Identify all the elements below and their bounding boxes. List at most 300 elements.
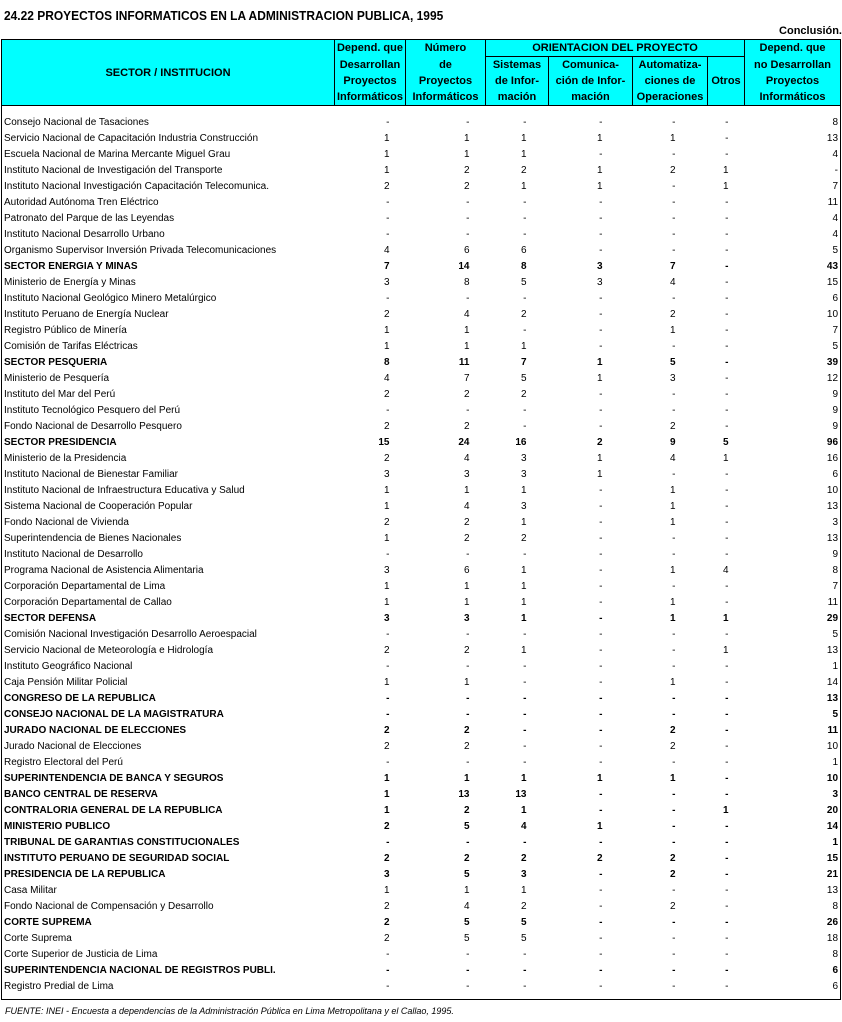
cell-sistemas-informacion: - (523, 293, 527, 304)
sector-row (2, 259, 841, 275)
cell-otros: - (725, 885, 729, 896)
cell-numero-proyectos: 6 (463, 565, 470, 576)
table-row (2, 979, 841, 995)
cell-dep-desarrollan: 1 (383, 677, 390, 688)
sector-row (2, 771, 841, 787)
cell-dep-desarrollan: - (386, 661, 390, 672)
cell-sistemas-informacion: 5 (520, 277, 527, 288)
cell-numero-proyectos: 4 (463, 309, 470, 320)
institution-name: CONGRESO DE LA REPUBLICA (4, 693, 156, 704)
cell-comunicacion-informacion: 1 (596, 373, 603, 384)
cell-dep-no-desarrollan: 8 (832, 565, 839, 576)
cell-sistemas-informacion: - (523, 421, 527, 432)
cell-numero-proyectos: 1 (463, 149, 470, 160)
cell-otros: - (725, 341, 729, 352)
cell-comunicacion-informacion: - (599, 597, 603, 608)
cell-comunicacion-informacion: 3 (596, 277, 603, 288)
cell-dep-no-desarrollan: 9 (832, 421, 839, 432)
cell-numero-proyectos: 6 (463, 245, 470, 256)
table-row (2, 115, 841, 131)
cell-automatizaciones: 2 (669, 741, 676, 752)
cell-sistemas-informacion: - (523, 213, 527, 224)
cell-comunicacion-informacion: - (599, 981, 603, 992)
cell-comunicacion-informacion: - (599, 757, 603, 768)
sector-row (2, 867, 841, 883)
table-row (2, 659, 841, 675)
data-table (1, 39, 841, 1000)
table-row (2, 451, 841, 467)
cell-comunicacion-informacion: - (599, 501, 603, 512)
cell-dep-no-desarrollan: 9 (832, 389, 839, 400)
sector-row (2, 915, 841, 931)
cell-automatizaciones: 1 (669, 485, 676, 496)
institution-name: CONTRALORIA GENERAL DE LA REPUBLICA (4, 805, 223, 816)
cell-dep-desarrollan: 1 (383, 533, 390, 544)
cell-automatizaciones: - (672, 293, 676, 304)
cell-sistemas-informacion: - (523, 757, 527, 768)
cell-otros: - (725, 485, 729, 496)
sector-row (2, 355, 841, 371)
cell-comunicacion-informacion: - (599, 901, 603, 912)
cell-automatizaciones: - (672, 981, 676, 992)
cell-comunicacion-informacion: - (599, 197, 603, 208)
cell-automatizaciones: 9 (669, 437, 676, 448)
table-row (2, 947, 841, 963)
cell-dep-desarrollan: 3 (383, 869, 390, 880)
cell-sistemas-informacion: 2 (520, 165, 527, 176)
cell-comunicacion-informacion: - (599, 629, 603, 640)
cell-otros: - (725, 725, 729, 736)
cell-sistemas-informacion: 1 (520, 517, 527, 528)
cell-comunicacion-informacion: - (599, 293, 603, 304)
institution-name: Jurado Nacional de Elecciones (4, 741, 142, 752)
cell-numero-proyectos: 2 (463, 421, 470, 432)
cell-numero-proyectos: - (466, 965, 470, 976)
cell-sistemas-informacion: 5 (520, 373, 527, 384)
cell-sistemas-informacion: - (523, 693, 527, 704)
cell-dep-no-desarrollan: 14 (826, 821, 839, 832)
cell-automatizaciones: 1 (669, 133, 676, 144)
cell-dep-desarrollan: - (386, 757, 390, 768)
table-row (2, 131, 841, 147)
institution-name: Ministerio de Pesquería (4, 373, 110, 384)
cell-automatizaciones: - (672, 149, 676, 160)
cell-comunicacion-informacion: - (599, 677, 603, 688)
cell-dep-desarrollan: 2 (383, 853, 390, 864)
cell-dep-no-desarrollan: 6 (832, 981, 839, 992)
cell-numero-proyectos: 1 (463, 485, 470, 496)
cell-dep-desarrollan: - (386, 629, 390, 640)
cell-otros: - (725, 933, 729, 944)
conclusion-label: Conclusión. (779, 25, 842, 37)
cell-comunicacion-informacion: - (599, 805, 603, 816)
cell-dep-desarrollan: 2 (383, 517, 390, 528)
cell-automatizaciones: - (672, 645, 676, 656)
cell-dep-desarrollan: 1 (383, 885, 390, 896)
table-row (2, 147, 841, 163)
table-row (2, 275, 841, 291)
cell-dep-no-desarrollan: 26 (826, 917, 839, 928)
cell-comunicacion-informacion: - (599, 149, 603, 160)
source-note: FUENTE: INEI - Encuesta a dependencias de la Administración Pública en Lima Metropolitana y el Callao, 1995. (5, 1006, 454, 1016)
cell-dep-no-desarrollan: 6 (832, 469, 839, 480)
institution-name: Instituto Nacional Desarrollo Urbano (4, 229, 165, 240)
cell-comunicacion-informacion: - (599, 693, 603, 704)
cell-sistemas-informacion: 2 (520, 389, 527, 400)
institution-name: Instituto Nacional Geológico Minero Metalúrgico (4, 293, 217, 304)
institution-name: SECTOR PRESIDENCIA (4, 437, 117, 448)
cell-automatizaciones: 2 (669, 853, 676, 864)
institution-name: Instituto Nacional de Investigación del Transporte (4, 165, 223, 176)
cell-sistemas-informacion: 1 (520, 773, 527, 784)
cell-automatizaciones: - (672, 917, 676, 928)
cell-dep-no-desarrollan: 13 (826, 501, 839, 512)
cell-automatizaciones: - (672, 341, 676, 352)
cell-otros: - (725, 949, 729, 960)
cell-automatizaciones: - (672, 581, 676, 592)
cell-otros: - (725, 277, 729, 288)
institution-name: Instituto Nacional de Infraestructura Educativa y Salud (4, 485, 245, 496)
institution-name: Instituto Geográfico Nacional (4, 661, 133, 672)
cell-dep-no-desarrollan: 6 (832, 293, 839, 304)
sector-row (2, 963, 841, 979)
col-header-com-line1: Comunica- (549, 57, 633, 74)
institution-name: SECTOR ENERGIA Y MINAS (4, 261, 138, 272)
institution-name: TRIBUNAL DE GARANTIAS CONSTITUCIONALES (4, 837, 240, 848)
cell-dep-desarrollan: - (386, 117, 390, 128)
table-row (2, 531, 841, 547)
cell-dep-no-desarrollan: 4 (832, 149, 839, 160)
cell-sistemas-informacion: - (523, 325, 527, 336)
sector-row (2, 691, 841, 707)
cell-dep-desarrollan: 2 (383, 421, 390, 432)
cell-dep-no-desarrollan: 1 (832, 661, 839, 672)
table-row (2, 899, 841, 915)
cell-numero-proyectos: 4 (463, 501, 470, 512)
cell-comunicacion-informacion: - (599, 309, 603, 320)
cell-sistemas-informacion: 8 (520, 261, 527, 272)
cell-automatizaciones: 1 (669, 501, 676, 512)
cell-otros: - (725, 501, 729, 512)
cell-otros: - (725, 965, 729, 976)
cell-sistemas-informacion: 1 (520, 581, 527, 592)
cell-dep-desarrollan: 2 (383, 901, 390, 912)
col-header-sis-line1: Sistemas (486, 57, 549, 74)
sector-row (2, 707, 841, 723)
cell-dep-no-desarrollan: 5 (832, 341, 839, 352)
cell-dep-desarrollan: 2 (383, 933, 390, 944)
cell-dep-desarrollan: - (386, 837, 390, 848)
col-header-sis-line3: mación (486, 89, 549, 106)
institution-name: Comisión de Tarifas Eléctricas (4, 341, 138, 352)
cell-dep-no-desarrollan: 21 (826, 869, 839, 880)
cell-numero-proyectos: - (466, 981, 470, 992)
cell-comunicacion-informacion: 1 (596, 469, 603, 480)
institution-name: SUPERINTENDENCIA NACIONAL DE REGISTROS PUBLI. (4, 965, 276, 976)
cell-comunicacion-informacion: - (599, 565, 603, 576)
cell-dep-no-desarrollan: 4 (832, 213, 839, 224)
table-header (2, 40, 841, 106)
cell-numero-proyectos: - (466, 629, 470, 640)
cell-otros: - (725, 821, 729, 832)
cell-dep-no-desarrollan: 13 (826, 693, 839, 704)
cell-dep-no-desarrollan: 7 (832, 325, 839, 336)
table-row (2, 595, 841, 611)
institution-name: JURADO NACIONAL DE ELECCIONES (4, 725, 187, 736)
table-row (2, 547, 841, 563)
cell-dep-no-desarrollan: 10 (826, 773, 839, 784)
cell-dep-desarrollan: 7 (383, 261, 390, 272)
cell-sistemas-informacion: - (523, 629, 527, 640)
spacer-row (2, 995, 841, 1000)
table-row (2, 467, 841, 483)
cell-dep-no-desarrollan: 9 (832, 405, 839, 416)
cell-automatizaciones: - (672, 805, 676, 816)
table-row (2, 579, 841, 595)
cell-numero-proyectos: 1 (463, 341, 470, 352)
cell-dep-desarrollan: 1 (383, 501, 390, 512)
cell-dep-no-desarrollan: 6 (832, 965, 839, 976)
institution-name: BANCO CENTRAL DE RESERVA (4, 789, 158, 800)
cell-automatizaciones: 3 (669, 373, 676, 384)
table-row (2, 515, 841, 531)
cell-dep-desarrollan: - (386, 213, 390, 224)
page-title: 24.22 PROYECTOS INFORMATICOS EN LA ADMINISTRACION PUBLICA, 1995 (4, 8, 444, 23)
cell-comunicacion-informacion: - (599, 485, 603, 496)
cell-numero-proyectos: 3 (463, 469, 470, 480)
cell-sistemas-informacion: 1 (520, 565, 527, 576)
institution-name: Instituto Nacional de Bienestar Familiar (4, 469, 178, 480)
cell-dep-desarrollan: 3 (383, 469, 390, 480)
cell-comunicacion-informacion: - (599, 213, 603, 224)
institution-name: Instituto Peruano de Energía Nuclear (4, 309, 169, 320)
cell-comunicacion-informacion: - (599, 709, 603, 720)
institution-name: Servicio Nacional de Meteorología e Hidrología (4, 645, 214, 656)
cell-automatizaciones: 2 (669, 869, 676, 880)
cell-comunicacion-informacion: 1 (596, 133, 603, 144)
col-header-nodep-line4: Informáticos (745, 89, 841, 106)
sector-row (2, 723, 841, 739)
cell-otros: - (725, 709, 729, 720)
cell-sistemas-informacion: - (523, 709, 527, 720)
col-header-dep-line4: Informáticos (335, 89, 406, 106)
cell-automatizaciones: - (672, 821, 676, 832)
cell-dep-no-desarrollan: 8 (832, 901, 839, 912)
cell-sistemas-informacion: 1 (520, 805, 527, 816)
col-header-com-line2: ción de Infor- (549, 73, 633, 89)
cell-sistemas-informacion: 1 (520, 485, 527, 496)
table-row (2, 931, 841, 947)
cell-otros: - (725, 917, 729, 928)
cell-dep-no-desarrollan: 8 (832, 949, 839, 960)
cell-sistemas-informacion: - (523, 725, 527, 736)
col-header-num-line3: Proyectos (406, 73, 486, 89)
cell-dep-desarrollan: 2 (383, 725, 390, 736)
cell-numero-proyectos: 2 (463, 645, 470, 656)
col-header-aut-line3: Operaciones (633, 89, 708, 106)
cell-dep-desarrollan: 1 (383, 133, 390, 144)
cell-numero-proyectos: - (466, 213, 470, 224)
institution-name: Registro Público de Minería (4, 325, 127, 336)
cell-otros: - (725, 549, 729, 560)
cell-comunicacion-informacion: 2 (596, 853, 603, 864)
table-row (2, 243, 841, 259)
cell-dep-desarrollan: - (386, 549, 390, 560)
table-row (2, 755, 841, 771)
cell-sistemas-informacion: - (523, 117, 527, 128)
cell-automatizaciones: 2 (669, 421, 676, 432)
table-row (2, 387, 841, 403)
table-row (2, 307, 841, 323)
cell-sistemas-informacion: - (523, 981, 527, 992)
cell-automatizaciones: - (672, 757, 676, 768)
cell-dep-no-desarrollan: 5 (832, 629, 839, 640)
cell-automatizaciones: 1 (669, 613, 676, 624)
cell-automatizaciones: - (672, 245, 676, 256)
cell-dep-no-desarrollan: 14 (826, 677, 839, 688)
cell-numero-proyectos: 2 (463, 853, 470, 864)
cell-dep-desarrollan: 8 (383, 357, 390, 368)
col-header-nodep-line2: no Desarrollan (745, 57, 841, 74)
cell-comunicacion-informacion: 1 (596, 453, 603, 464)
cell-sistemas-informacion: 1 (520, 613, 527, 624)
cell-automatizaciones: 2 (669, 725, 676, 736)
institution-name: Corte Suprema (4, 933, 72, 944)
col-header-dep-line1: Depend. que (335, 40, 406, 57)
institution-name: Escuela Nacional de Marina Mercante Miguel Grau (4, 149, 231, 160)
institution-name: Instituto Nacional de Desarrollo (4, 549, 143, 560)
institution-name: Casa Militar (4, 885, 57, 896)
cell-comunicacion-informacion: - (599, 645, 603, 656)
cell-numero-proyectos: 11 (458, 357, 470, 368)
cell-comunicacion-informacion: 1 (596, 165, 603, 176)
cell-comunicacion-informacion: - (599, 517, 603, 528)
cell-comunicacion-informacion: - (599, 389, 603, 400)
cell-automatizaciones: 7 (669, 261, 676, 272)
cell-numero-proyectos: 1 (463, 581, 470, 592)
cell-dep-desarrollan: 4 (383, 245, 390, 256)
table-row (2, 675, 841, 691)
col-header-nodep-line1: Depend. que (745, 40, 841, 57)
cell-comunicacion-informacion: - (599, 885, 603, 896)
cell-sistemas-informacion: 3 (520, 453, 527, 464)
cell-sistemas-informacion: - (523, 965, 527, 976)
cell-otros: - (725, 597, 729, 608)
cell-otros: 4 (722, 565, 729, 576)
institution-name: Servicio Nacional de Capacitación Industria Construcción (4, 133, 259, 144)
cell-automatizaciones: 4 (669, 277, 676, 288)
cell-dep-desarrollan: 3 (383, 613, 390, 624)
cell-dep-no-desarrollan: 5 (832, 709, 839, 720)
cell-otros: - (725, 693, 729, 704)
cell-dep-no-desarrollan: 12 (826, 373, 839, 384)
cell-dep-no-desarrollan: 15 (826, 277, 839, 288)
cell-numero-proyectos: 4 (463, 453, 470, 464)
cell-numero-proyectos: 2 (463, 517, 470, 528)
cell-dep-desarrollan: - (386, 949, 390, 960)
cell-otros: 5 (722, 437, 729, 448)
cell-automatizaciones: 1 (669, 597, 676, 608)
cell-numero-proyectos: 7 (463, 373, 470, 384)
cell-dep-desarrollan: - (386, 981, 390, 992)
cell-dep-no-desarrollan: 8 (832, 117, 839, 128)
cell-dep-no-desarrollan: 4 (832, 229, 839, 240)
cell-dep-no-desarrollan: 18 (826, 933, 839, 944)
cell-otros: - (725, 981, 729, 992)
cell-otros: - (725, 293, 729, 304)
institution-name: Programa Nacional de Asistencia Alimentaria (4, 565, 204, 576)
cell-otros: - (725, 837, 729, 848)
cell-automatizaciones: - (672, 965, 676, 976)
table-row (2, 419, 841, 435)
col-header-dep-line2: Desarrollan (335, 57, 406, 74)
institution-name: Corte Superior de Justicia de Lima (4, 949, 158, 960)
cell-sistemas-informacion: 2 (520, 901, 527, 912)
cell-sistemas-informacion: 1 (520, 885, 527, 896)
cell-sistemas-informacion: - (523, 837, 527, 848)
cell-numero-proyectos: 5 (463, 933, 470, 944)
cell-comunicacion-informacion: 2 (596, 437, 603, 448)
cell-comunicacion-informacion: 1 (596, 357, 603, 368)
col-header-sis-line2: de Infor- (486, 73, 549, 89)
cell-dep-desarrollan: - (386, 693, 390, 704)
cell-numero-proyectos: - (466, 293, 470, 304)
cell-sistemas-informacion: - (523, 197, 527, 208)
sector-row (2, 435, 841, 451)
cell-numero-proyectos: 24 (458, 437, 470, 448)
cell-automatizaciones: - (672, 629, 676, 640)
cell-dep-no-desarrollan: 16 (826, 453, 839, 464)
cell-otros: - (725, 869, 729, 880)
cell-automatizaciones: - (672, 693, 676, 704)
cell-automatizaciones: - (672, 229, 676, 240)
cell-otros: - (725, 389, 729, 400)
institution-name: SECTOR DEFENSA (4, 613, 97, 624)
cell-automatizaciones: - (672, 117, 676, 128)
cell-dep-desarrollan: 2 (383, 181, 390, 192)
cell-dep-desarrollan: 1 (383, 325, 390, 336)
table-row (2, 883, 841, 899)
col-header-sector: SECTOR / INSTITUCION (2, 40, 335, 106)
table-row (2, 195, 841, 211)
cell-dep-desarrollan: 1 (383, 149, 390, 160)
table-row (2, 339, 841, 355)
cell-automatizaciones: 1 (669, 677, 676, 688)
cell-otros: - (725, 517, 729, 528)
institution-name: PRESIDENCIA DE LA REPUBLICA (4, 869, 166, 880)
cell-dep-no-desarrollan: 13 (826, 133, 839, 144)
cell-numero-proyectos: 2 (463, 165, 470, 176)
table-row (2, 323, 841, 339)
cell-sistemas-informacion: 2 (520, 533, 527, 544)
cell-comunicacion-informacion: - (599, 949, 603, 960)
cell-dep-desarrollan: 1 (383, 581, 390, 592)
cell-comunicacion-informacion: 1 (596, 773, 603, 784)
cell-otros: - (725, 789, 729, 800)
cell-dep-desarrollan: 1 (383, 485, 390, 496)
cell-automatizaciones: - (672, 549, 676, 560)
cell-sistemas-informacion: 1 (520, 133, 527, 144)
institution-name: Comisión Nacional Investigación Desarrollo Aeroespacial (4, 629, 257, 640)
cell-sistemas-informacion: - (523, 741, 527, 752)
cell-sistemas-informacion: 2 (520, 853, 527, 864)
col-header-aut-line2: ciones de (633, 73, 708, 89)
cell-numero-proyectos: 5 (463, 821, 470, 832)
cell-sistemas-informacion: 1 (520, 341, 527, 352)
cell-sistemas-informacion: 5 (520, 917, 527, 928)
cell-sistemas-informacion: - (523, 661, 527, 672)
cell-numero-proyectos: - (466, 405, 470, 416)
